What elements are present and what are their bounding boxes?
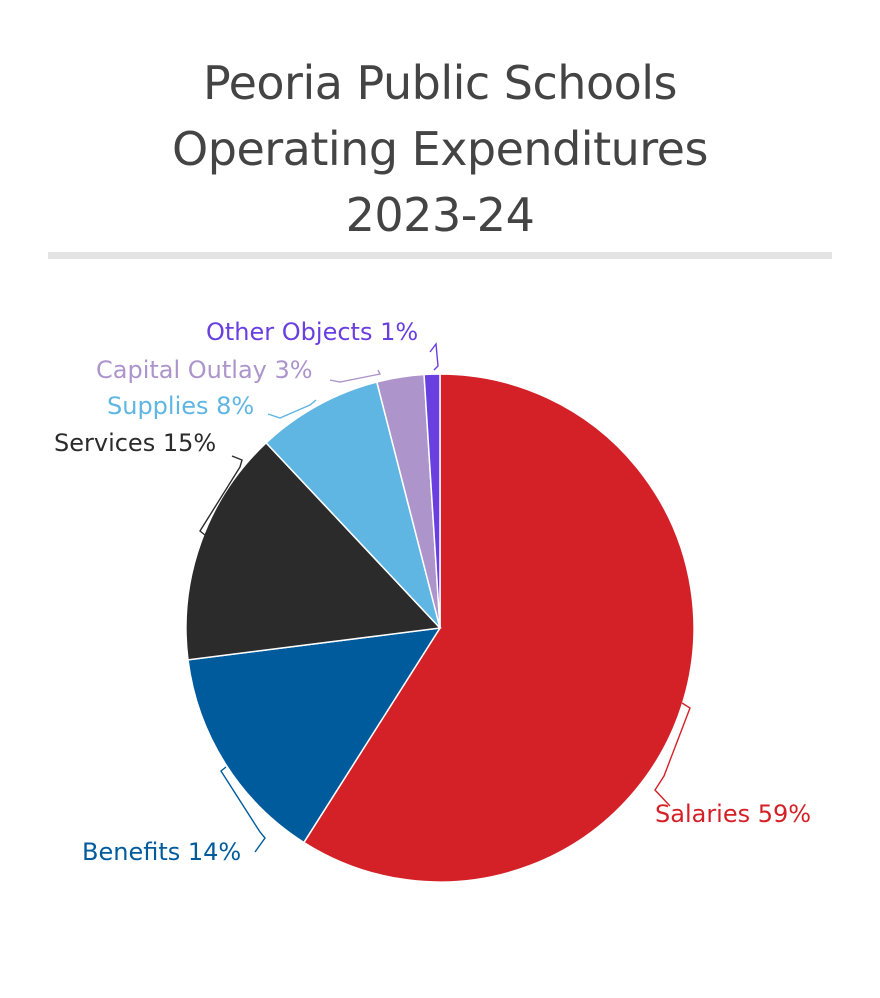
slice-label-services: Services 15% bbox=[54, 429, 217, 457]
slice-label-other-objects: Other Objects 1% bbox=[206, 318, 419, 346]
pie-slices bbox=[186, 374, 694, 882]
chart-title-line-3: 2023-24 bbox=[345, 188, 535, 242]
chart-title-line-2: Operating Expenditures bbox=[172, 122, 708, 176]
slice-label-benefits: Benefits 14% bbox=[82, 838, 242, 866]
slice-label-salaries: Salaries 59% bbox=[655, 800, 812, 828]
leader-line-other-objects bbox=[430, 344, 438, 370]
slice-label-capital-outlay: Capital Outlay 3% bbox=[96, 356, 313, 384]
slice-label-supplies: Supplies 8% bbox=[107, 392, 255, 420]
chart-title-line-1: Peoria Public Schools bbox=[203, 56, 677, 110]
leader-line-capital-outlay bbox=[330, 370, 380, 382]
